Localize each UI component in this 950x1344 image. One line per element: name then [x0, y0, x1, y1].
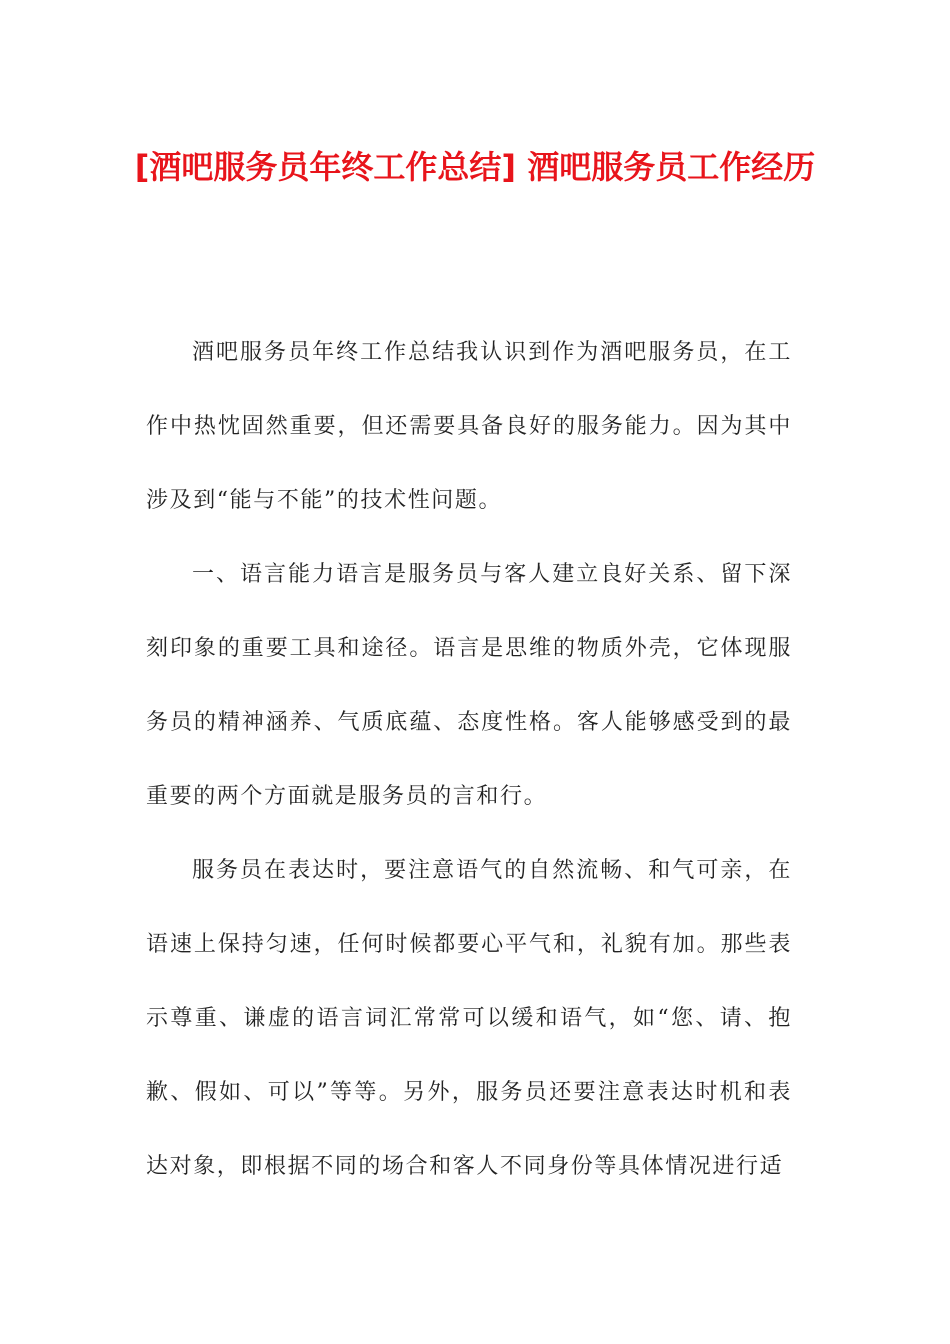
document-title: [酒吧服务员年终工作总结] 酒吧服务员工作经历: [134, 148, 816, 186]
paragraph-intro: 酒吧服务员年终工作总结我认识到作为酒吧服务员，在工作中热忱固然重要，但还需要具备良好的服务能力。因为其中涉及到“能与不能”的技术性问题。: [146, 340, 792, 513]
paragraph-expression: 服务员在表达时，要注意语气的自然流畅、和气可亲，在语速上保持匀速，任何时候都要心平气和，礼貌有加。那些表示尊重、谦虚的语言词汇常常可以缓和语气，如“您、请、抱歉、假如、可以”等等。另外，服务员还要注意表达时机和表达对象，即根据不同的场合和客人不同身份等具体情况进行适: [146, 858, 792, 1179]
document-body: [146, 316, 792, 1204]
paragraph-language-ability: 一、语言能力语言是服务员与客人建立良好关系、留下深刻印象的重要工具和途径。语言是思维的物质外壳，它体现服务员的精神涵养、气质底蕴、态度性格。客人能够感受到的最重要的两个方面就是服务员的言和行。: [146, 562, 792, 809]
